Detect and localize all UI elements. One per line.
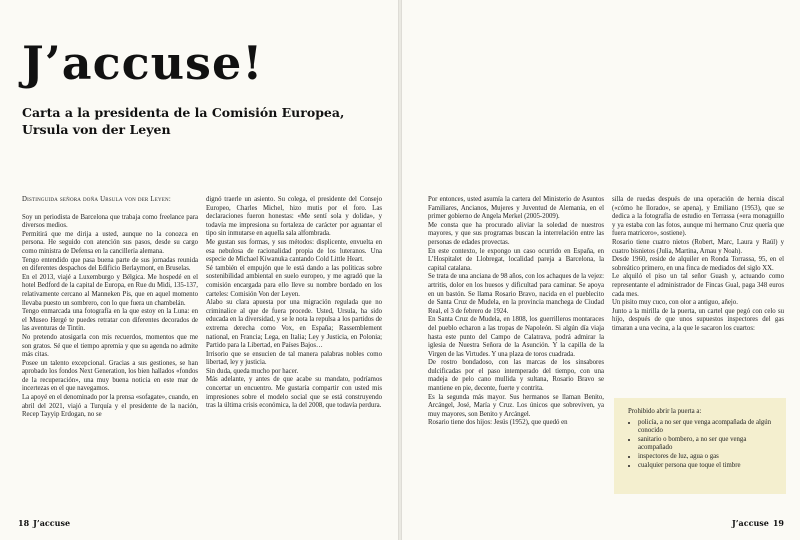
- notice-title: Prohibido abrir la puerta a:: [628, 408, 702, 415]
- paragraph: Más adelante, y antes de que acabe su mandato, podríamos concertar un encuentro. Me gustaría compartir con usted mis impresiones sobre el modelo social que se está construyendo tras la última crisis económica, la del 2008, que todavía perdura.: [206, 376, 382, 410]
- paragraph: En el 2013, viajé a Luxemburgo y Bélgica. Me hospedé en el hotel Bedford de la capital de Europa, en Rue du Midi, 135-137, relativamente cercano al Manneken Pis, que en aquel momento llevaba puesto un sombrero, con lo que fuera un chambelán.: [22, 273, 198, 307]
- notice-list: [626, 419, 778, 471]
- right-page: [402, 0, 800, 540]
- paragraph: En Santa Cruz de Mudela, en 1808, los guerrilleros montaraces del pueblo echaron a las tropas de Napoleón. Si algún día viaja hasta este punto del Campo de Calatrava, podrá admirar la iglesia de Nuestra Señora de la Asunción. Y la capilla de la Virgen de las Virtudes. Y una plaza de toros cuadrada.: [428, 316, 604, 358]
- subtitle: Carta a la presidenta de la Comisión Europea, Ursula von der Leyen: [22, 105, 345, 137]
- text-column-4: [612, 196, 784, 334]
- page-number: 19: [772, 518, 784, 528]
- paragraph: Tengo enmarcada una fotografía en la que estoy en la Luna: en el Museo Hergé te puedes retratar con diferentes decorados de las aventuras de Tintín.: [22, 308, 198, 333]
- paragraph: Sin duda, queda mucho por hacer.: [206, 367, 299, 375]
- paragraph: Soy un periodista de Barcelona que trabaja como freelance para diversos medios.: [22, 213, 198, 230]
- notice-item: • policía, a no ser que venga acompañada de algún conocido: [638, 419, 778, 436]
- footer-left: [18, 518, 70, 528]
- paragraph: En este contexto, le expongo un caso ocurrido en España, en L’Hospitalet de Llobregat, localidad pareja a Barcelona, la capital catalana.: [428, 247, 604, 272]
- paragraph: Rosario tiene cuatro nietos (Robert, Marc, Laura y Raúl) y cuatro bisnietos (Julia, Martina, Arnau y Noah).: [612, 238, 784, 255]
- section-label: J’accuse: [33, 518, 71, 528]
- paragraph: Desde 1960, reside de alquiler en Ronda Torrassa, 95, en el sobreático primero, en una finca de mediados del siglo XX.: [612, 256, 784, 272]
- left-page: [0, 0, 398, 540]
- paragraph: Posee un talento excepcional. Gracias a sus gestiones, se han aprobado los fondos Next Generation, los bien hallados «fondos de la recuperación», una muy buena noticia en este mar de incertezas en el que navegamos.: [22, 359, 198, 393]
- salutation: Distinguida señora doña Ursula von der Leyen:: [22, 196, 171, 203]
- paragraph: Junto a la mirilla de la puerta, un cartel que pegó con celo su hijo, después de que unos supuestos inspectores del gas timaran a una vecina, a la que le sacaron los cuartos:: [612, 307, 784, 332]
- text-column-3: [428, 196, 604, 428]
- footer-right: [732, 518, 784, 528]
- door-notice-box: [614, 398, 786, 494]
- paragraph: Le alquiló el piso un tal señor Guash y, actuando como representante el administrador de Fincas Gual, paga 348 euros cada mes.: [612, 273, 784, 298]
- headline: J’accuse!: [22, 36, 264, 90]
- paragraph: Alabo su clara apuesta por una migración regulada que no criminalice al que de fuera procede. Usted, Ursula, ha sido educada en la diversidad, y se le nota la repulsa a los partidos de extrema derecha como Vox, en España; Rassemblement national, en Francia; Lega, en Italia; Ley y Justicia, en Polonia; Partido para la Libertad, en Países Bajos…: [206, 299, 382, 350]
- paragraph: Permítirá que me dirija a usted, aunque no la conozca en persona. He seguido con atención sus pasos, desde su cargo como ministra de Defensa en la cancillería alemana.: [22, 230, 198, 255]
- paragraph: dignó traerle un asiento. Su colega, el presidente del Consejo Europeo, Charles Michel, hizo mutis por el foro. Las declaraciones fueron honestas: «Me sentí sola y dolida», y todavía me impresiona su fortaleza de carácter por aguantar el tipo sin inmutarse en aquella sala alfombrada.: [206, 196, 382, 238]
- paragraph: Es la segunda más mayor. Sus hermanos se llaman Benito, Arcángel, José, María y Cruz. Los únicos que sobreviven, ya muy mayores, son Benito y Arcángel.: [428, 393, 604, 418]
- paragraph: Me consta que ha procurado aliviar la soledad de nuestros mayores, y que sus programas buscan la interrelación entre las personas de edades provectas.: [428, 221, 604, 246]
- paragraph: silla de ruedas después de una operación de hernia discal («cómo he llorado», se apena), y Emiliano (1953), que se dedica a la fotografía de estudio en Terrassa («era monaguillo y ya estaba con las fotos, aunque mi hermano Cruz quería que fuera matricero», sostiene).: [612, 196, 784, 238]
- paragraph: Irrisorio que se ensucien de tal manera palabras nobles como libertad, ley y justicia.: [206, 350, 382, 367]
- paragraph: Por entonces, usted asumía la cartera del Ministerio de Asuntos Familiares, Ancianos, Mujeres y Juventud de Alemania, en el primer gobierno de Angela Merkel (2005-2009).: [428, 196, 604, 221]
- paragraph: De rostro bondadoso, con las marcas de los sinsabores dulcificadas por el paso intemperado del tiempo, con una madeja de pelo cano mullida y sultana, Rosario Bravo se mantiene en pie, decente, fuerte y contrita.: [428, 359, 604, 393]
- notice-item: • cualquier persona que toque el timbre: [638, 462, 778, 471]
- paragraph: Rosario tiene dos hijos: Jesús (1952), que quedó en: [428, 419, 568, 427]
- paragraph: Se trata de una anciana de 98 años, con los achaques de la vejez: artritis, dolor en los huesos y dificultad para caminar. Se apoya en un bastón. Se llama Rosario Bravo, nacida en el pueblecito de Santa Cruz de Mudela, en la provincia manchega de Ciudad Real, el 3 de febrero de 1924.: [428, 273, 604, 315]
- notice-item: • inspectores de luz, agua o gas: [638, 453, 778, 462]
- paragraph: Tengo entendido que pasa buena parte de sus jornadas reunida en diferentes despachos del Edificio Berlaymont, en Bruselas.: [22, 256, 198, 273]
- text-column-2: [206, 196, 382, 411]
- paragraph: Me gustan sus formas, y sus métodos: displicente, envuelta en esa nebulosa de racionalidad propia de los luteranos. Una especie de Michael Kiwanuka cantando Cold Little Heart.: [206, 238, 382, 264]
- page-number: 18: [18, 518, 30, 528]
- paragraph: No pretendo atosigarla con mis recuerdos, momentos que me son gratos. Sé que el tiempo apremia y que su agenda no admite más citas.: [22, 333, 198, 359]
- section-label: J’accuse: [731, 518, 769, 528]
- paragraph: Un pisito muy cuco, con olor a antiguo, añejo.: [612, 299, 738, 307]
- paragraph: La apoyé en el denominado por la prensa «sofagate», cuando, en abril del 2021, viajó a Turquía y el presidente de la nación, Recep Tayyip Erdogan, no se: [22, 394, 198, 419]
- text-column-1: [22, 196, 198, 420]
- notice-item: • sanitario o bombero, a no ser que venga acompañado: [638, 436, 778, 453]
- paragraph: Sé también el empujón que le está dando a las políticas sobre sostenibilidad ambiental en suelo europeo, y me agradó que la comisión encargada para ello lleve su nombre bordado en los carteles: Comisión Von der Leyen.: [206, 264, 382, 298]
